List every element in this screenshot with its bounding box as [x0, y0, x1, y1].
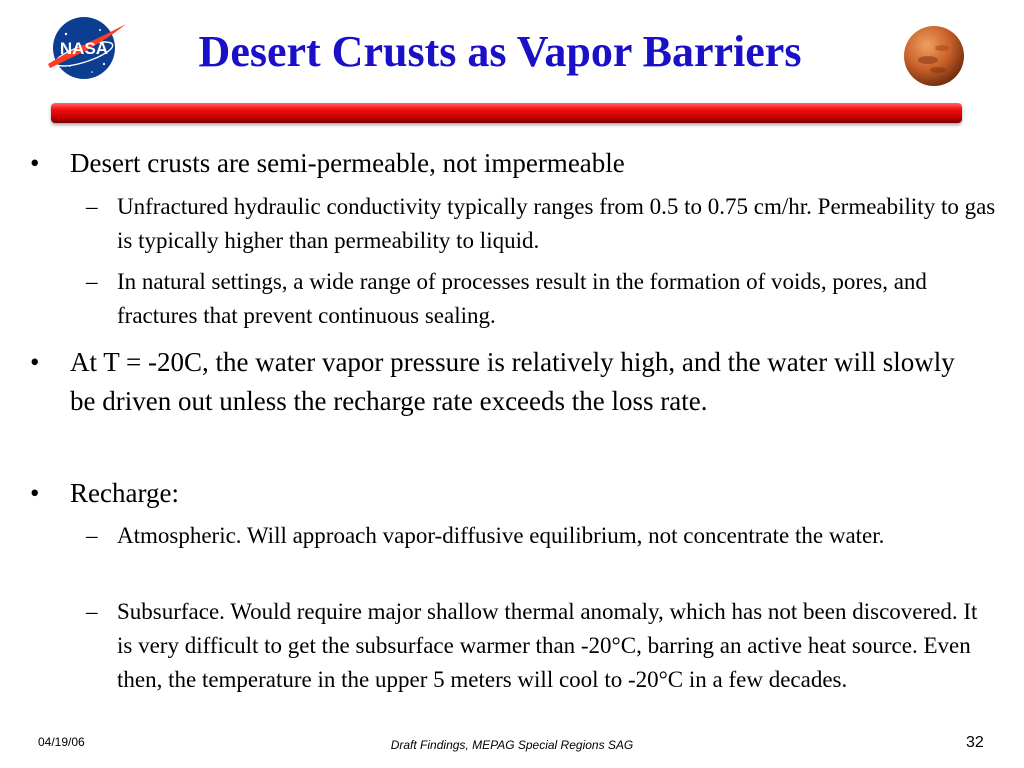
footer-caption: Draft Findings, MEPAG Special Regions SAG	[390, 738, 634, 752]
sub-bullet-marker: –	[86, 599, 98, 624]
bullet-1-sub-1-text: Unfractured hydraulic conductivity typically ranges from 0.5 to 0.75 cm/hr. Permeability to gas is typically higher than permeability to liquid.	[117, 194, 996, 253]
footer-date: 04/19/06	[38, 735, 85, 749]
sub-bullet-marker: –	[86, 269, 98, 294]
bullet-3-sub-2-text: Subsurface. Would require major shallow thermal anomaly, which has not been discovered. It is very difficult to get the subsurface warmer than -20°C, barring an active heat source. Even then, the temperature in the upper 5 meters will cool to -20°C in a few decades.	[117, 599, 978, 692]
title-divider-bar	[51, 103, 962, 123]
nasa-logo-text: NASA	[59, 39, 109, 58]
bullet-marker: •	[30, 347, 40, 377]
bullet-2-text: At T = -20C, the water vapor pressure is relatively high, and the water will slowly be driven out unless the recharge rate exceeds the loss rate.	[70, 347, 955, 416]
sub-bullet-marker: –	[86, 523, 98, 548]
bullet-3-text: Recharge:	[70, 478, 179, 508]
bullet-marker: •	[30, 148, 40, 178]
sub-bullet-marker: –	[86, 194, 98, 219]
slide-title: Desert Crusts as Vapor Barriers	[198, 27, 802, 76]
bullet-3-sub-1-text: Atmospheric. Will approach vapor-diffusive equilibrium, not concentrate the water.	[117, 523, 885, 548]
bullet-marker: •	[30, 478, 40, 508]
page-number: 32	[966, 734, 984, 751]
bullet-1-text: Desert crusts are semi-permeable, not impermeable	[70, 148, 625, 178]
bullet-1-sub-2-text: In natural settings, a wide range of processes result in the formation of voids, pores, and fractures that prevent continuous sealing.	[117, 269, 927, 328]
